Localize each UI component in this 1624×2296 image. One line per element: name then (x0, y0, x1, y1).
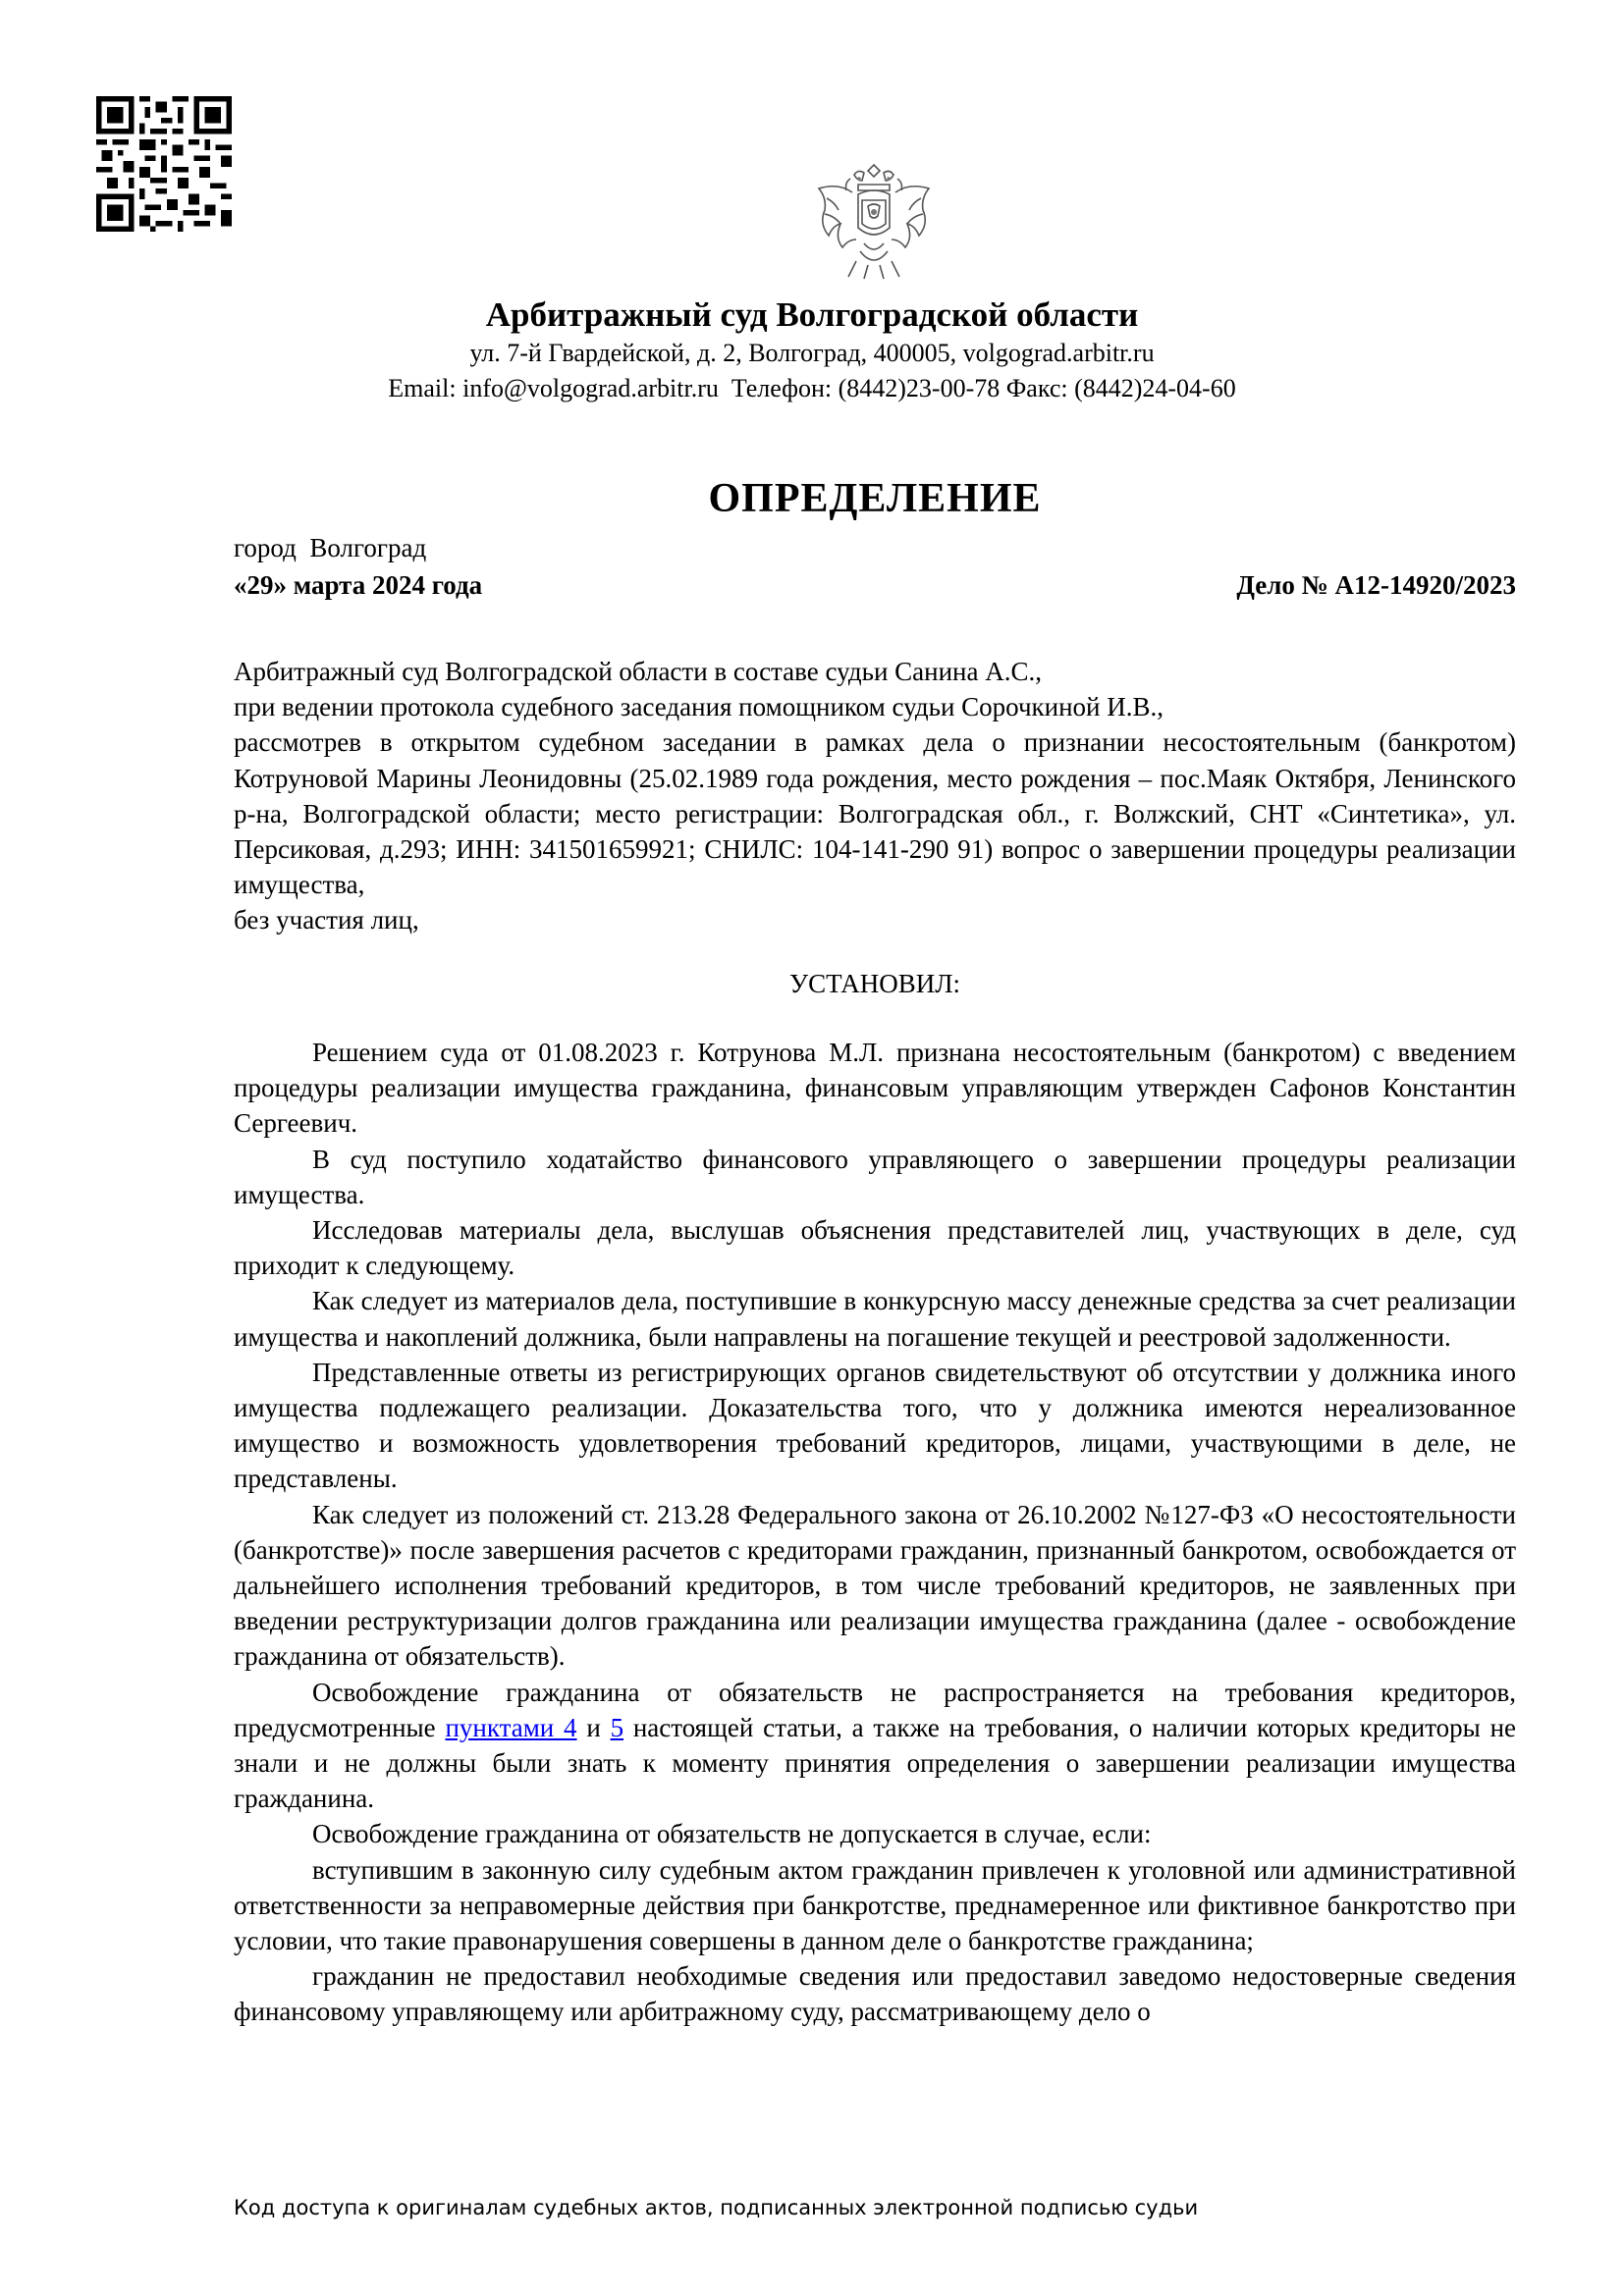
paragraph-with-links (234, 1675, 1516, 1817)
paragraph: гражданин не предоставил необходимые сведения или предоставил заведомо недостоверные сведения финансовому управляющему или арбитражному суду, рассматривающему дело о (234, 1961, 1516, 2027)
main-text (234, 1035, 1516, 2030)
paragraph: Решением суда от 01.08.2023 г. Котрунова М.Л. признана несостоятельным (банкротом) с введением процедуры реализации имущества гражданина, финансовым управляющим утвержден Сафонов Константин Сергеевич. (234, 1038, 1516, 1139)
paragraph: Исследовав материалы дела, выслушав объяснения представителей лиц, участвующих в деле, суд приходит к следующему. (234, 1215, 1516, 1281)
document-city: город Волгоград (234, 533, 427, 562)
russian-coat-of-arms-icon (813, 159, 935, 285)
paragraph: вступившим в законную силу судебным актом гражданин привлечен к уголовной или административной ответственности за неправомерные действия при банкротстве, преднамеренное или фиктивное банкротство при условии, что такие правонарушения совершены в данном деле о банкротстве гражданина; (234, 1854, 1516, 1956)
paragraph: Представленные ответы из регистрирующих органов свидетельствуют об отсутствии у должника иного имущества подлежащего реализации. Доказательства того, что у должника имеются нереализованное имущество и возможность удовлетворения требований кредиторов, лицами, участвующими в деле, не представлены. (234, 1357, 1516, 1494)
case-number: Дело № А12-14920/2023 (1236, 570, 1516, 600)
intro-line-case: рассмотрев в открытом судебном заседании в рамках дела о признании несостоятельным (банкротом) Котруновой Марины Леонидовны (25.02.1989 года рождения, место рождения – пос.Маяк Октября, Ленинского р-на, Волгоградской области; место регистрации: Волгоградская обл., г. Волжский, СНТ «Синтетика», ул. Персиковая, д.293; ИНН: 341501659921; СНИЛС: 104-141-290 91) вопрос о завершении процедуры реализации имущества, (234, 727, 1516, 900)
court-address: ул. 7-й Гвардейской, д. 2, Волгоград, 400005, volgograd.arbitr.ru (469, 339, 1155, 367)
document-title: ОПРЕДЕЛЕНИЕ (708, 476, 1042, 521)
court-contacts: Email: info@volgograd.arbitr.ru Телефон: (8442)23-00-78 Факс: (8442)24-04-60 (388, 374, 1236, 402)
paragraph: Как следует из материалов дела, поступившие в конкурсную массу денежные средства за счет реализации имущества и накоплений должника, были направлены на погашение текущей и реестровой задолженности. (234, 1286, 1516, 1352)
paragraph: В суд поступило ходатайство финансового управляющего о завершении процедуры реализации имущества. (234, 1144, 1516, 1209)
established-heading: УСТАНОВИЛ: (788, 969, 961, 998)
link-clause-5[interactable]: 5 (610, 1712, 624, 1742)
paragraph-text: и (576, 1712, 611, 1742)
footer-access-code-note: Код доступа к оригиналам судебных актов, подписанных электронной подписью судьи (234, 2196, 1199, 2219)
paragraph: Как следует из положений ст. 213.28 Федерального закона от 26.10.2002 №127-ФЗ «О несостоятельности (банкротстве)» после завершения расчетов с кредиторами гражданин, признанный банкротом, освобождается от дальнейшего исполнения требований кредиторов, в том числе требований кредиторов, не заявленных при введении реструктуризации долгов гражданина или реализации имущества гражданина (далее - освобождение гражданина от обязательств). (234, 1499, 1516, 1672)
qr-code-icon (96, 96, 232, 232)
document-date: «29» марта 2024 года (234, 570, 483, 600)
link-clause-4[interactable]: пунктами 4 (445, 1712, 577, 1742)
paragraph: Освобождение гражданина от обязательств не допускается в случае, если: (312, 1819, 1152, 1849)
intro-line-participants: без участия лиц, (234, 905, 419, 935)
paragraph-text: настоящей статьи, а также на требования, о наличии которых кредиторы не знали и не должны были знать к моменту принятия определения о завершении реализации имущества гражданина. (234, 1712, 1517, 1814)
intro-block (234, 654, 1516, 938)
intro-line-judge: Арбитражный суд Волгоградской области в составе судьи Санина А.С., (234, 657, 1042, 686)
paragraph-text: Освобождение гражданина от обязательств не распространяется на требования кредиторов, предусмотренные (234, 1677, 1516, 1742)
court-name: Арбитражный суд Волгоградской области (485, 295, 1139, 334)
intro-line-secretary: при ведении протокола судебного заседания помощником судьи Сорочкиной И.В., (234, 692, 1164, 722)
